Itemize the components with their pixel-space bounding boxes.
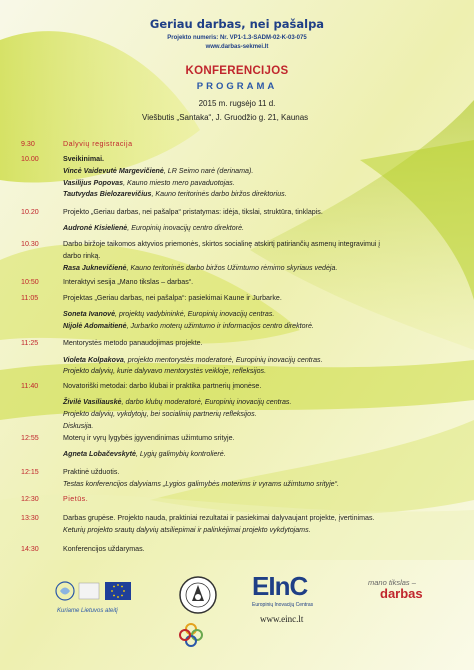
agenda-item: Interaktyvi sesija „Mano tikslas – darbas“. [63, 278, 194, 286]
agenda-item [63, 356, 323, 364]
speaker-role: , Kauno miesto mero pavaduotojas. [123, 179, 235, 187]
agenda-time: 12:30 [21, 495, 39, 503]
agenda-item: Keturių projekto srautų dalyvių atsiliepimai ir palinkėjimai projekto vykdytojams. [63, 526, 311, 534]
agenda-item: Darbo biržoje taikomos aktyvios priemonės, skirtos socialinę atskirtį patiriančių asmenų integravimui į [63, 240, 380, 248]
agenda-item: Pietūs. [63, 495, 89, 503]
agenda-item: Testas konferencijos dalyviams „Lygios galimybės moterims ir vyrams užimtumo srityje“. [63, 480, 339, 488]
speaker-name: Nijolė Adomaitienė [63, 322, 127, 330]
agenda-item: Praktinė užduotis. [63, 468, 120, 476]
agenda-item: Konferencijos uždarymas. [63, 545, 145, 553]
agenda-time: 12:55 [21, 434, 39, 442]
speaker-role: , darbo klubų moderatorė, Europinių inovacijų centras. [121, 398, 292, 406]
agenda-time: 11:25 [21, 339, 39, 347]
agenda-item: Sveikinimai. [63, 155, 105, 163]
flower-icon [178, 622, 204, 648]
agenda-item [63, 179, 235, 187]
agenda-item: Diskusija. [63, 422, 94, 430]
agenda-item: Projekto „Geriau darbas, nei pašalpa“ pristatymas: idėja, tikslai, struktūra, tinklapis. [63, 208, 323, 216]
speaker-name: Audronė Kisielienė [63, 224, 128, 232]
conference-date: 2015 m. rugsėjo 11 d. [198, 99, 276, 108]
agenda-item [63, 264, 337, 272]
logo-eu-caption: Kuriame Lietuvos ateitį [57, 608, 118, 614]
logo-einc-text: EInC [252, 571, 308, 601]
speaker-name: Rasa Juknevičienė [63, 264, 127, 272]
conference-venue: Viešbutis „Santaka“, J. Gruodžio g. 21, Kaunas [142, 113, 309, 122]
speaker-name: Živilė Vasiliauskė [63, 398, 122, 406]
speaker-role: , Europinių inovacijų centro direktorė. [127, 224, 244, 232]
agenda-item: Projektas „Geriau darbas, nei pašalpa“: pasiekimai Kaune ir Jurbarke. [63, 294, 282, 302]
speaker-role: , projekto mentorystės moderatorė, Europinių inovacijų centras. [123, 356, 323, 364]
logo-einc-url[interactable]: www.einc.lt [260, 614, 304, 624]
program-heading: PROGRAMA [196, 81, 278, 92]
speaker-name: Vasilijus Popovas [63, 179, 124, 187]
conference-title: KONFERENCIJOS [185, 65, 289, 77]
agenda-time: 10.00 [21, 155, 39, 163]
speaker-name: Vincė Vaidevutė Margevičienė [63, 167, 164, 175]
speaker-name: Tautvydas Bielozarevičius [63, 190, 152, 198]
agenda-time: 10.30 [21, 240, 39, 248]
agenda-item: Mentorystės metodo panaudojimas projekte. [63, 339, 203, 347]
logo-einc-caption: Europinių Inovacijų Centras [252, 602, 314, 608]
agenda-item [63, 398, 291, 406]
agenda-item [63, 310, 274, 318]
logo-mano-top: mano tikslas – [368, 578, 416, 587]
agenda-item: Projekto dalyvių, vykdytojų, bei socialinių partnerių refleksijos. [63, 410, 257, 418]
speaker-role: , Kauno teritorinės darbo biržos Užimtumo rėmimo skyriaus vedėja. [126, 264, 338, 272]
logo-flower [178, 622, 204, 648]
agenda-item: Darbas grupėse. Projekto nauda, praktiniai rezultatai ir pasiekimai dalyvaujant projekte, įvertinimas. [63, 514, 375, 522]
speaker-role: , projektų vadybininkė, Europinių inovacijų centras. [115, 310, 275, 318]
agenda-time: 11:05 [21, 294, 39, 302]
project-website[interactable]: www.darbas-sekmei.lt [205, 44, 269, 50]
logo-einc [252, 572, 320, 632]
agenda-time: 10.20 [21, 208, 39, 216]
agenda-item [63, 450, 226, 458]
header-title: Geriau darbas, nei pašalpa [149, 17, 325, 31]
agenda-time: 11:40 [21, 382, 39, 390]
speaker-name: Soneta Ivanovė [63, 310, 116, 318]
logo-mano-tikslas [368, 578, 428, 614]
logo-eu [55, 578, 133, 612]
project-number: Projekto numeris: Nr. VP1-1.3-SADM-02-K-03-075 [167, 35, 307, 41]
speaker-name: Agneta Lobačevskytė [63, 450, 136, 458]
agenda-item: Novatoriški metodai: darbo klubai ir praktika partnerių įmonėse. [63, 382, 262, 390]
speaker-role: , Lygių galimybių kontrolierė. [135, 450, 226, 458]
eu-flag-icon [55, 578, 133, 602]
speaker-role: , Kauno teritorinės darbo biržos direktorius. [151, 190, 287, 198]
speaker-role: , LR Seimo narė (derinama). [163, 167, 254, 175]
agenda-item [63, 322, 314, 330]
agenda-time: 9.30 [21, 140, 35, 148]
agenda-time: 10:50 [21, 278, 39, 286]
speaker-name: Violeta Kolpakova [63, 356, 124, 364]
agenda-item [63, 224, 244, 232]
logo-mano-bottom: darbas [380, 586, 423, 601]
agenda-time: 13:30 [21, 514, 39, 522]
agenda-time: 12:15 [21, 468, 39, 476]
agenda-time: 14:30 [21, 545, 39, 553]
logo-seal [178, 575, 218, 615]
agenda-item: Projekto dalyvių, kurie dalyvavo mentorystės veikloje, refleksijos. [63, 367, 267, 375]
agenda-item: Dalyvių registracija [63, 140, 133, 148]
seal-icon [178, 575, 218, 615]
agenda-item [63, 190, 287, 198]
agenda-item: Moterų ir vyrų lygybės įgyvendinimas užimtumo srityje. [63, 434, 235, 442]
agenda-item [63, 167, 253, 175]
speaker-role: , Jurbarko moterų užimtumo ir informacijos centro direktorė. [126, 322, 314, 330]
agenda-item: darbo rinką. [63, 252, 101, 260]
